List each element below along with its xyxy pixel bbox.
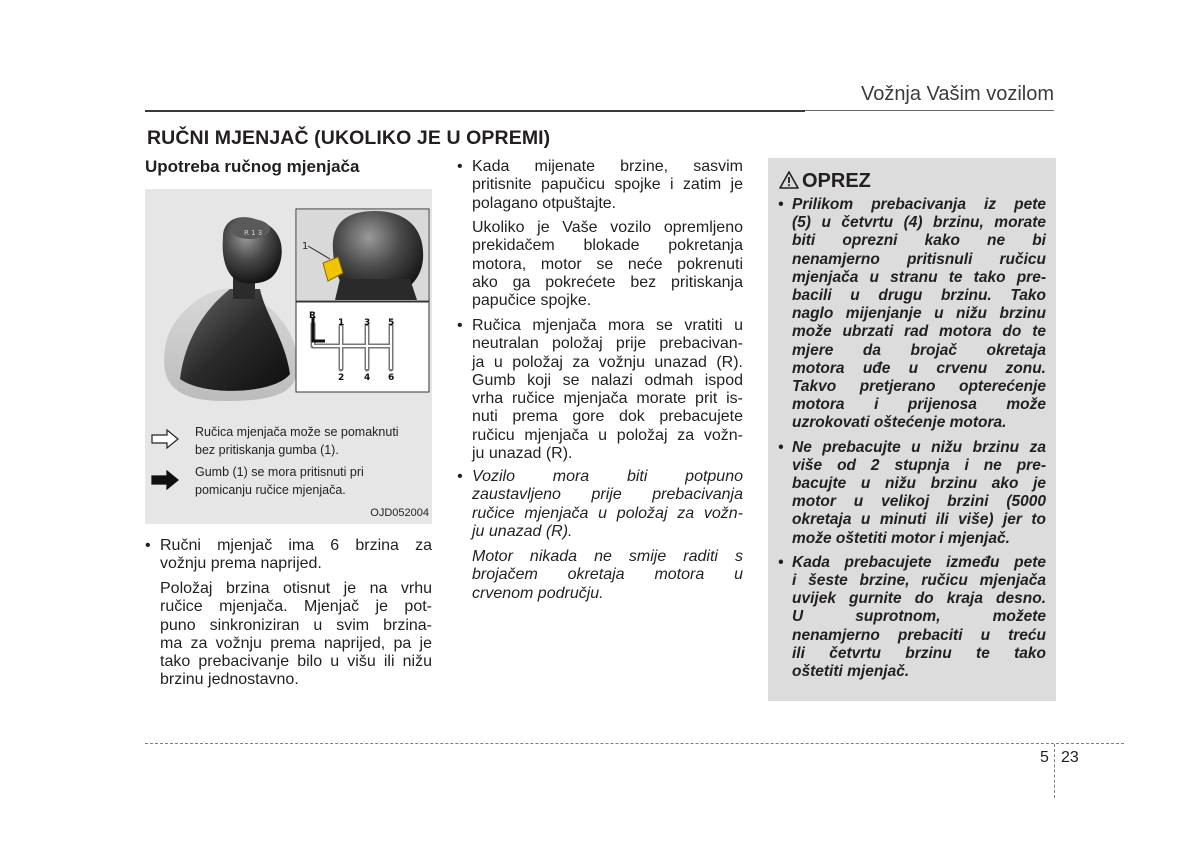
col2-bullet-3: Vozilo mora biti potpuno zaustavljeno prije prebacivanja ručice mjenjača u položaj za vožn- ju unazad (R). [472,468,743,540]
bullet-marker: • [778,438,784,456]
subsection-title: Upotreba ručnog mjenjača [145,157,360,176]
col1-bullet-1: Ručni mjenjač ima 6 brzina za vožnju prema naprijed. [160,537,432,573]
svg-text:R 1 3: R 1 3 [244,229,263,237]
bullet-marker: • [778,553,784,571]
solid-arrow-icon [152,471,178,489]
col2-paragraph-2: Motor nikada ne smije raditi s brojačem okretaja motora u crvenom području. [472,548,743,602]
header-rule-thin [805,110,1054,111]
caution-list [778,196,1046,681]
bullet-marker: • [457,158,463,175]
gear-label-6: 6 [388,373,395,383]
caution-item-2: • Ne prebacujte u nižu brzinu za više od 2 stupnja i ne pre- bacujte u nižu brzinu ako je motor u velikoj brzini (5000 okretaja u minuti ili više) jer to može oštetiti motor i mjenjač. [778,438,1046,547]
col1-paragraph-1: Položaj brzina otisnut je na vrhu ručice mjenjača. Mjenjač je pot- puno sinkroniziran u svim brzina- ma za vožnju prema naprijed, pa je tako prebacivanje bilo u višu ili nižu brzinu jednostavno. [160,580,432,689]
bullet-marker: • [778,196,784,213]
shift-knob-icon [164,217,297,401]
warning-triangle-icon [779,171,799,189]
gear-label-5: 5 [388,318,395,328]
caution-heading: OPREZ [779,170,871,193]
bullet-marker: • [457,317,463,334]
page-title: RUČNI MJENJAČ (UKOLIKO JE U OPREMI) [147,127,551,149]
section-title: Vožnja Vašim vozilom [860,83,1054,105]
col2-paragraph-1: Ukoliko je Vaše vozilo opremljeno prekidačem blokade pokretanja motora, motor se neće pokrenuti ako ga pokrećete bez pritiskanja papučice spojke. [472,219,743,310]
gear-label-2: 2 [338,373,345,383]
chapter-number: 5 [1040,749,1049,766]
gear-shift-figure [145,189,432,524]
col2-bullet-1: Kada mijenate brzine, sasvim pritisnite papučicu spojke i zatim je polagano otpuštajte. [472,158,743,212]
caution-item-3: • Kada prebacujete između pete i šeste brzine, ručicu mjenjača uvijek gurnite do kraja desno. U suprotnom, možete nenamjerno prebaciti u treću ili četvrtu brzinu te tako oštetiti mjenjač. [778,553,1046,681]
caution-item-1: • Prilikom prebacivanja iz pete (5) u četvrtu (4) brzinu, morate biti oprezni kako ne bi nenamjerno pritisnuli ručicu mjenjača u stranu te tako pre- bacili u drugu brzinu. Tako naglo mijenjanje u nižu brzinu može ubrzati rad motora do te mjere da brojač okretaja motora uđe u crvenu zonu. Takvo pretjerano opterećenje motora i prijenosa može uzrokovati oštećenje motora. [778,196,1046,432]
page-number: 23 [1061,749,1079,766]
header-rule [145,110,805,112]
gear-label-1: 1 [338,318,345,328]
col2-bullet-2: Ručica mjenjača mora se vratiti u neutralan položaj prije prebacivan- ja u položaj za vožnju unazad (R). Gumb koji se nalazi odmah ispod vrha ručice mjenjača morate prit is- nuti prema gore dok prebacujete ručicu mjenjača u položaj za vožn- ju unazad (R). [472,317,743,463]
bullet-marker: • [145,537,151,554]
legend-item-1: Ručica mjenjača može se pomaknuti bez pritiskanja gumba (1). [195,425,399,457]
footer-divider [145,743,1124,744]
gear-label-r: R [309,311,316,321]
footer-vertical-divider [1054,744,1055,798]
gear-label-4: 4 [364,373,371,383]
outline-arrow-icon [152,430,178,448]
gear-label-3: 3 [364,318,371,328]
figure-code: OJD052004 [370,507,429,519]
callout-number: 1 [302,241,309,252]
bullet-marker: • [457,468,463,485]
caution-box [768,158,1056,701]
inset-knob-icon [297,210,428,300]
legend-item-2: Gumb (1) se mora pritisnuti pri pomicanju ručice mjenjača. [195,465,364,497]
